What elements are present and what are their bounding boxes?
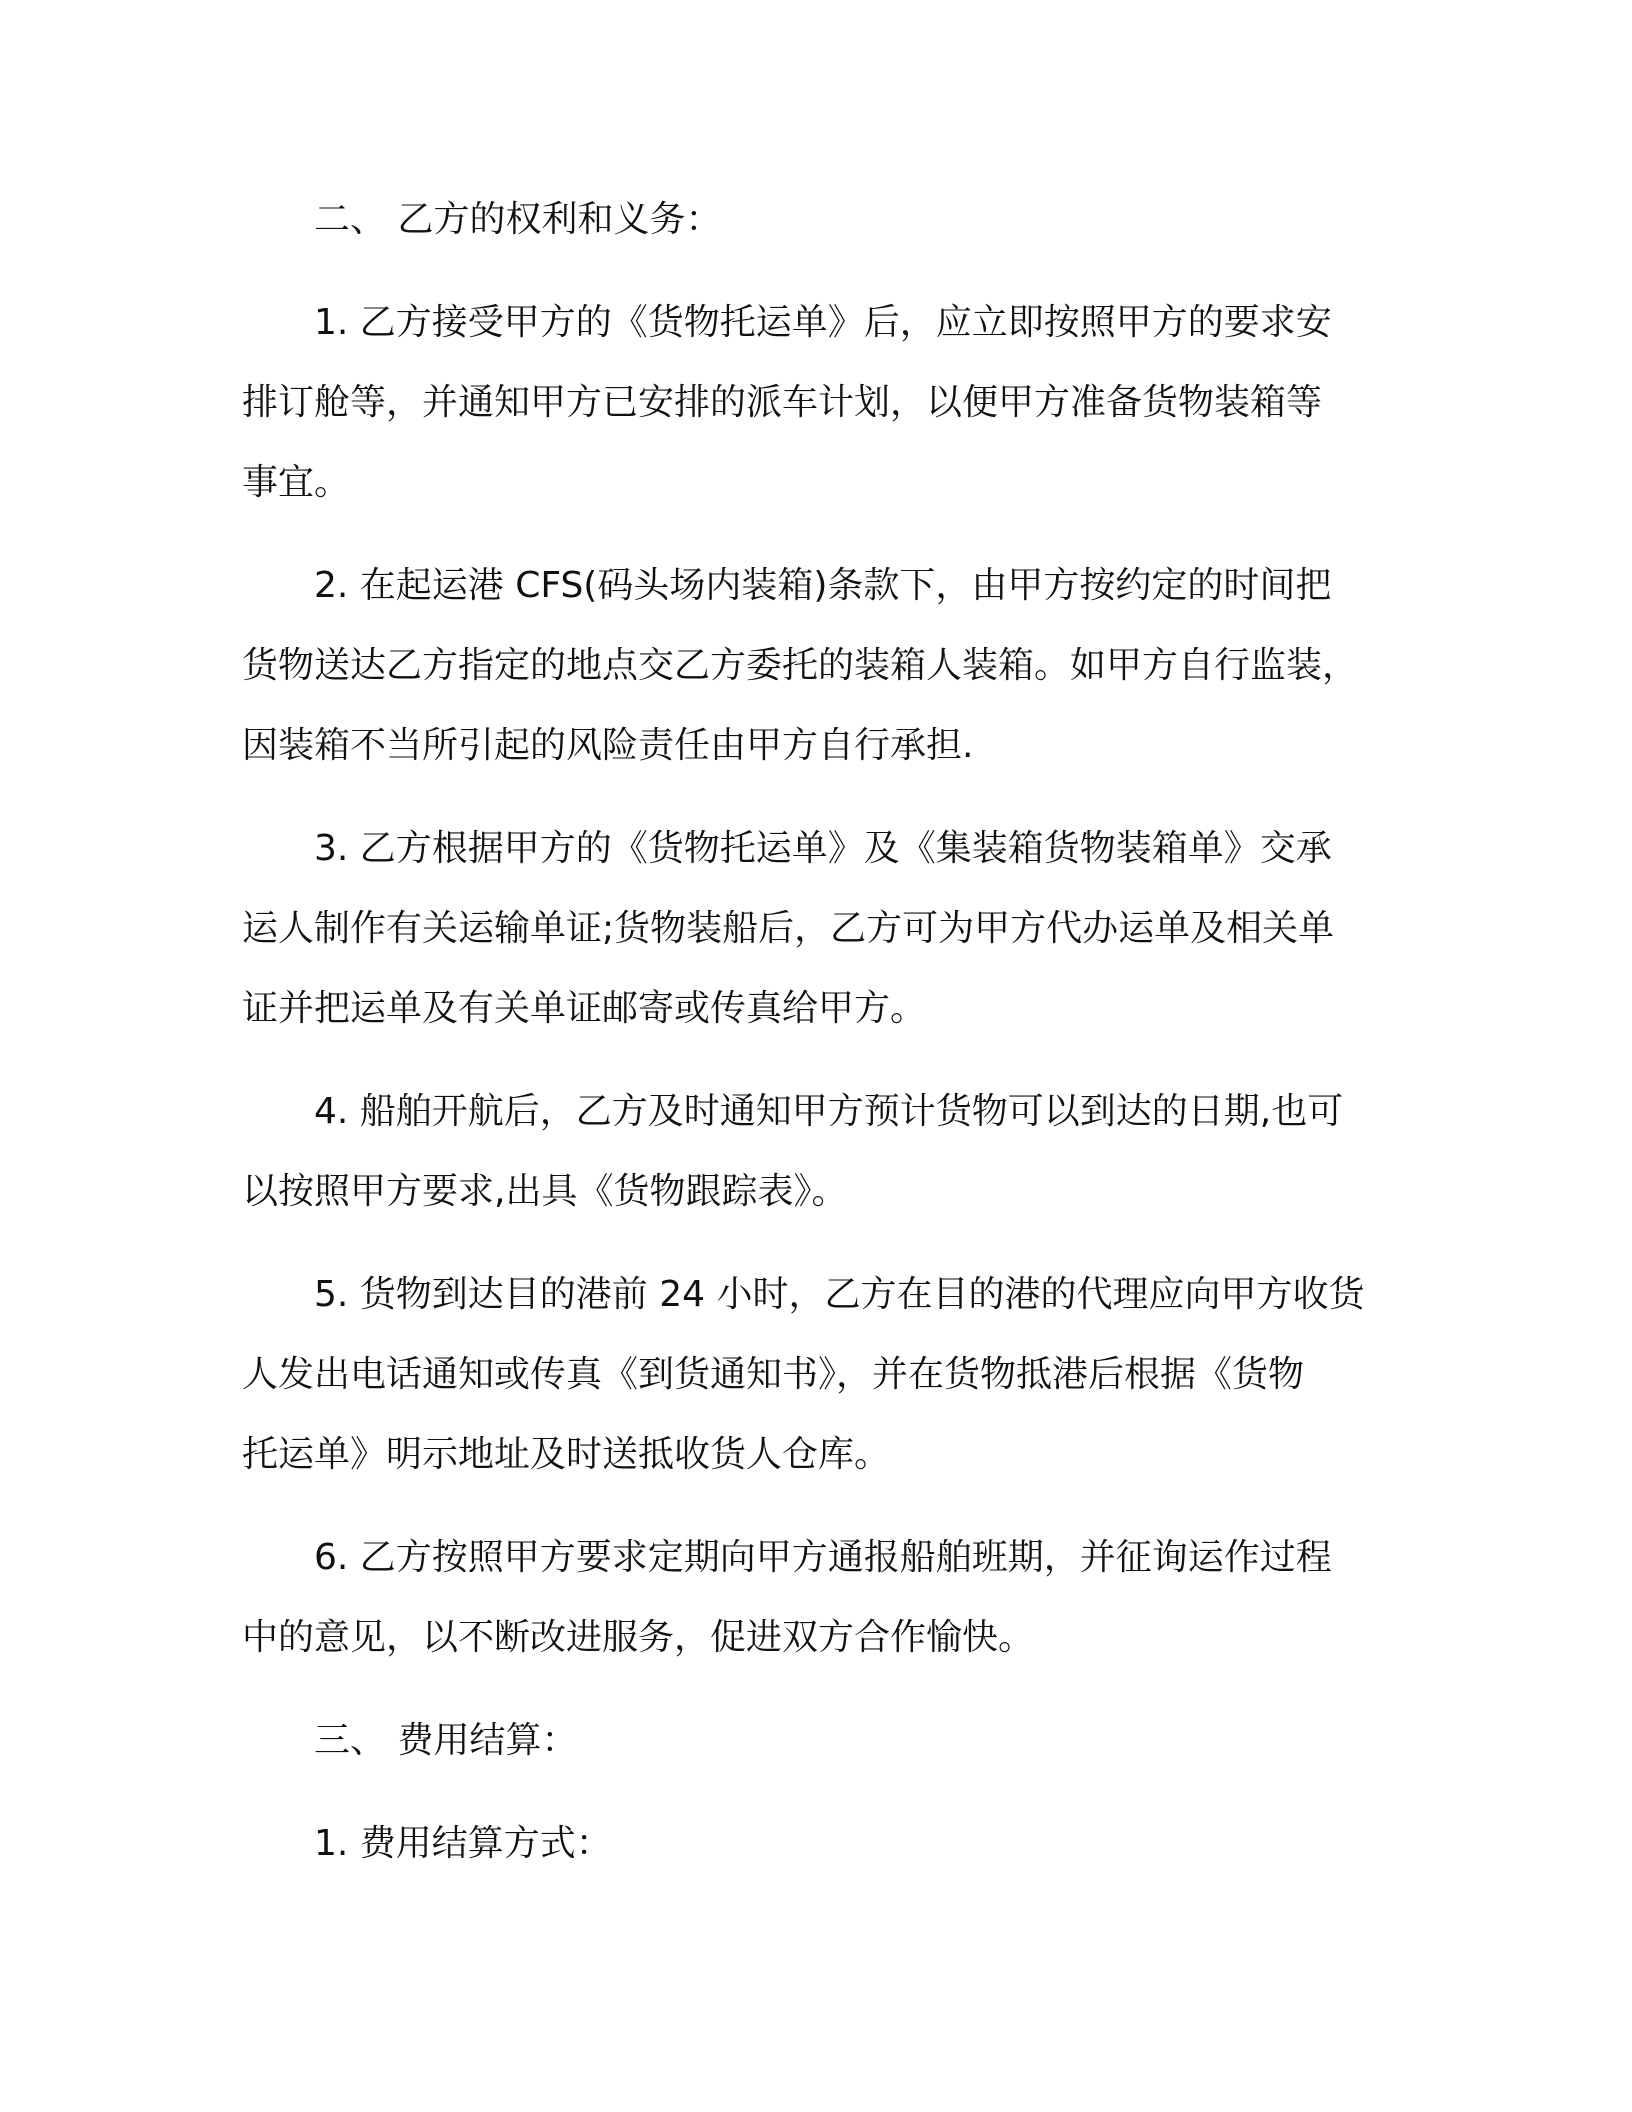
clause-5-line-3: 托运单》明示地址及时送抵收货人仓库。 [242,1434,891,1475]
clause-3 [242,809,1392,1049]
clause-3-line-1: 3. 乙方根据甲方的《货物托运单》及《集装箱货物装箱单》交承 [314,828,1332,869]
clause-3-line-3: 证并把运单及有关单证邮寄或传真给甲方。 [242,988,927,1029]
clause-2 [242,546,1392,786]
clause-4-line-1: 4. 船舶开航后，乙方及时通知甲方预计货物可以到达的日期,也可 [314,1091,1344,1132]
clause-6-line-1: 6. 乙方按照甲方要求定期向甲方通报船舶班期，并征询运作过程 [314,1537,1332,1578]
clause-5 [242,1255,1392,1495]
clause-5-line-2: 人发出电话通知或传真《到货通知书》，并在货物抵港后根据《货物 [242,1354,1305,1395]
clause-1-line-1: 1. 乙方接受甲方的《货物托运单》后，应立即按照甲方的要求安 [314,302,1332,343]
clause-1 [242,283,1392,523]
clause-5-line-1: 5. 货物到达目的港前 24 小时，乙方在目的港的代理应向甲方收货 [314,1274,1365,1315]
subclause-1: 1. 费用结算方式： [314,1823,612,1864]
clause-6-line-2: 中的意见，以不断改进服务，促进双方合作愉快。 [242,1617,1035,1658]
clause-4-line-2: 以按照甲方要求,出具《货物跟踪表》。 [242,1171,848,1212]
document-body [242,180,1392,1884]
clause-1-line-3: 事宜。 [242,462,351,503]
clause-6 [242,1518,1392,1678]
clause-1-line-2: 排订舱等，并通知甲方已安排的派车计划，以便甲方准备货物装箱等 [242,382,1323,423]
clause-2-line-1: 2. 在起运港 CFS(码头场内装箱)条款下，由甲方按约定的时间把 [314,565,1332,606]
clause-2-line-2: 货物送达乙方指定的地点交乙方委托的装箱人装箱。如甲方自行监装， [242,645,1359,686]
section-heading-3: 三、 费用结算： [314,1720,578,1761]
clause-2-line-3: 因装箱不当所引起的风险责任由甲方自行承担. [242,725,974,766]
clause-3-line-2: 运人制作有关运输单证;货物装船后，乙方可为甲方代办运单及相关单 [242,908,1335,949]
clause-4 [242,1072,1392,1232]
section-heading-2: 二、 乙方的权利和义务： [314,199,722,240]
